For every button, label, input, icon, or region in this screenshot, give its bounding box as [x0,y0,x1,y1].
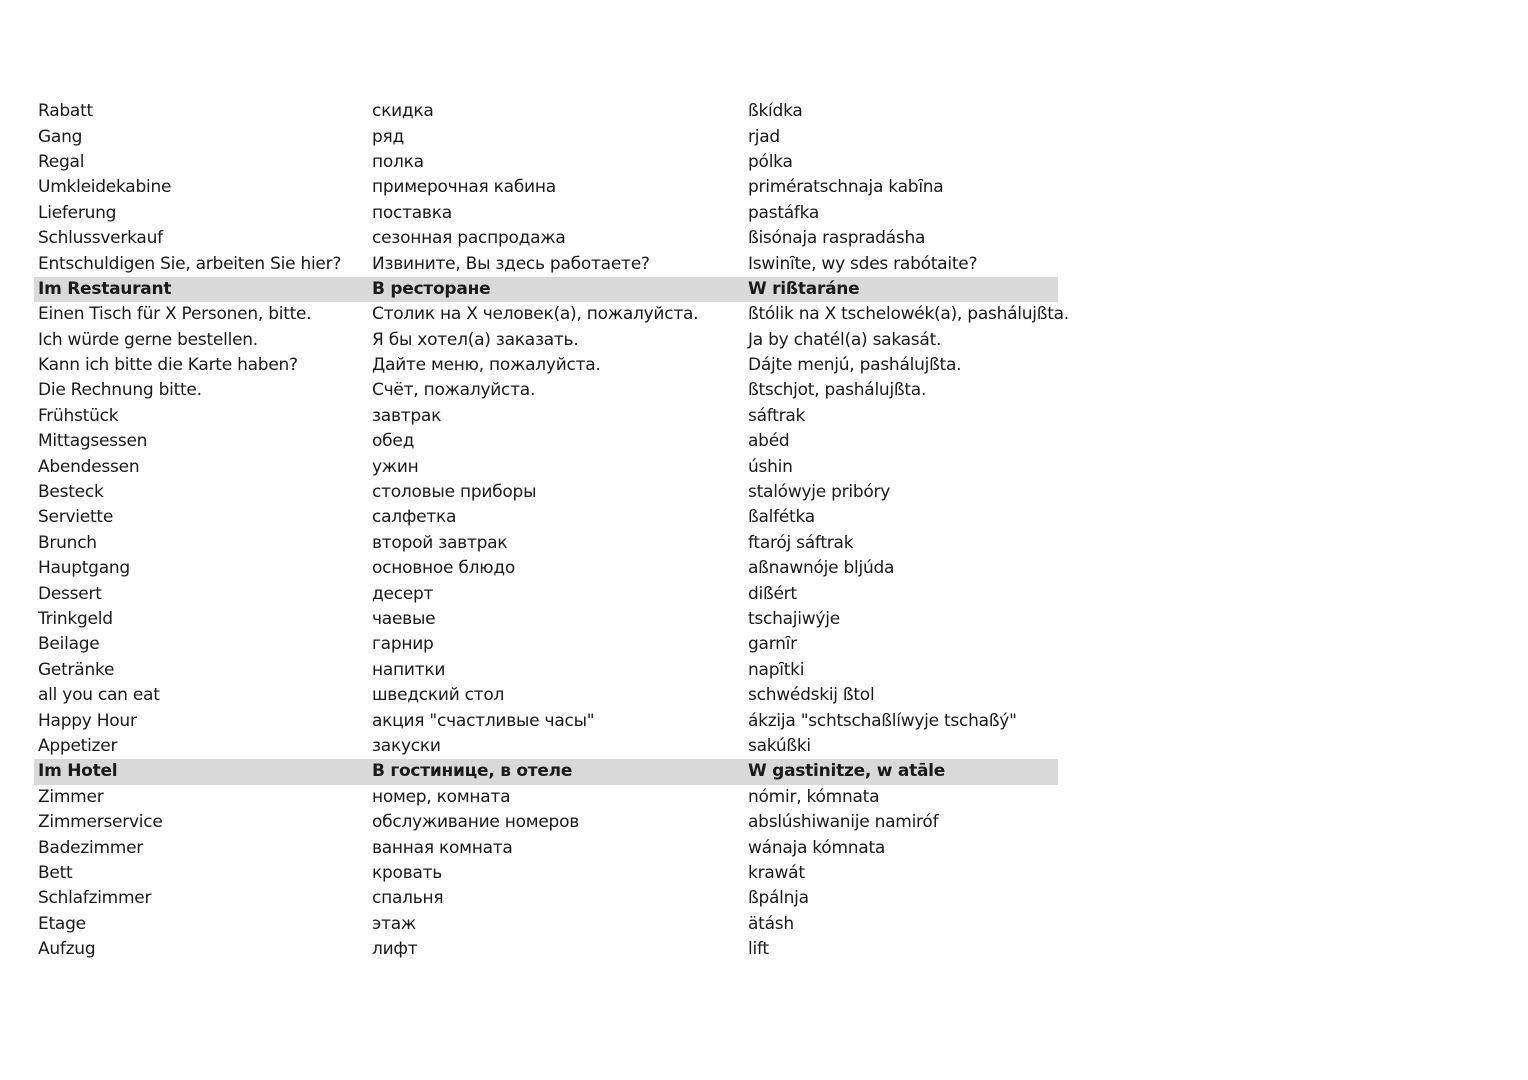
russian-cell: ряд [372,126,405,147]
german-cell: Entschuldigen Sie, arbeiten Sie hier? [38,253,342,274]
transliteration-cell: napȋtki [748,659,805,680]
section-transliteration-cell: W rißtaráne [744,277,1058,302]
vocabulary-table-body [34,99,1069,962]
table-row [34,99,1058,124]
german-cell: Abendessen [38,456,140,477]
russian-cell: ванная комната [372,837,513,858]
russian-cell: кровать [372,862,443,883]
german-cell: Beilage [38,634,100,655]
transliteration-cell: sakúßki [748,735,811,756]
section-russian-cell: В гостинице, в отеле [368,759,744,784]
transliteration-cell: Iswinȋte, wy sdes rabótaite? [748,253,978,274]
russian-cell: примерочная кабина [372,177,556,198]
russian-cell: обед [372,431,415,452]
transliteration-cell: ßtschjot, pashálujßta. [748,380,927,401]
transliteration-cell: ßisónaja raspradásha [748,228,926,249]
section-german-cell: Im Hotel [34,759,368,784]
transliteration-cell: rjad [748,126,780,147]
transliteration-cell: ßkídka [748,101,803,122]
russian-cell: полка [372,151,424,172]
table-row [34,480,1058,505]
russian-cell: закуски [372,735,441,756]
russian-cell: десерт [372,583,434,604]
transliteration-cell: pólka [748,151,793,172]
transliteration-cell: ßpálnja [748,888,809,909]
table-row [34,683,1058,708]
table-row [34,353,1058,378]
russian-cell: спальня [372,888,444,909]
transliteration-cell: abslúshiwanije namiróf [748,812,939,833]
russian-cell: обслуживание номеров [372,812,579,833]
transliteration-cell: stalówyje pribóry [748,482,891,503]
german-cell: Etage [38,913,86,934]
section-german-cell: Im Restaurant [34,277,368,302]
table-row [34,734,1058,759]
russian-cell: акция "счастливые часы" [372,710,595,731]
transliteration-cell: pastáfka [748,202,820,223]
table-row [34,708,1058,733]
transliteration-cell: nómir, kómnata [748,786,880,807]
table-row [34,454,1058,479]
russian-cell: Счёт, пожалуйста. [372,380,536,401]
transliteration-cell: sáftrak [748,405,806,426]
russian-cell: второй завтрак [372,532,508,553]
table-row [34,201,1058,226]
table-row [34,531,1058,556]
transliteration-cell: ßalfétka [748,507,815,528]
german-cell: Zimmerservice [38,812,163,833]
transliteration-cell: tschajiwýje [748,609,840,629]
transliteration-cell: schwédskij ßtol [748,685,875,706]
russian-cell: лифт [372,939,418,960]
transliteration-cell: primératschnaja kabȋna [748,177,944,198]
german-cell: Mittagsessen [38,431,148,452]
vocabulary-table [34,99,1069,962]
russian-cell: столовые приборы [372,482,537,503]
german-cell: Serviette [38,507,114,528]
german-cell: Appetizer [38,735,118,756]
german-cell: Die Rechnung bitte. [38,380,202,401]
table-row [34,175,1058,200]
section-header-row [34,759,1058,784]
german-cell: Aufzug [38,939,96,960]
table-row [34,886,1058,911]
german-cell: Bett [38,862,73,883]
table-row [34,429,1058,454]
table-row [34,404,1058,429]
section-russian-cell: В ресторане [368,277,744,302]
german-cell: Brunch [38,532,97,553]
german-cell: Dessert [38,583,102,604]
german-cell: Happy Hour [38,710,137,731]
table-row [34,607,1058,632]
german-cell: Gang [38,126,83,147]
section-transliteration-cell: W gastinitze, w atāle [744,759,1058,784]
german-cell: Schlafzimmer [38,888,152,909]
russian-cell: этаж [372,913,416,934]
table-row [34,835,1058,860]
russian-cell: завтрак [372,405,442,426]
transliteration-cell: ßtólik na X tschelowék(a), pashálujßta. [748,304,1069,325]
german-cell: Regal [38,151,85,172]
russian-cell: ужин [372,456,419,477]
transliteration-cell: Ja by chatél(a) sakasát. [748,329,942,350]
german-cell: Lieferung [38,202,117,223]
german-cell: Kann ich bitte die Karte haben? [38,355,298,376]
transliteration-cell: wánaja kómnata [748,837,886,858]
russian-cell: напитки [372,659,446,680]
russian-cell: сезонная распродажа [372,228,566,249]
table-row [34,556,1058,581]
german-cell: Ich würde gerne bestellen. [38,329,258,350]
german-cell: Badezimmer [38,837,144,858]
german-cell: Trinkgeld [38,609,113,629]
transliteration-cell: abéd [748,431,790,452]
transliteration-cell: garnȋr [748,634,797,655]
german-cell: all you can eat [38,685,160,706]
russian-cell: шведский стол [372,685,505,706]
table-row [34,810,1058,835]
german-cell: Rabatt [38,101,93,122]
german-cell: Besteck [38,482,104,503]
russian-cell: поставка [372,202,452,223]
transliteration-cell: ftarój sáftrak [748,532,854,553]
table-row [34,785,1058,810]
transliteration-cell: dißért [748,583,797,604]
table-row [34,251,1058,276]
german-cell: Umkleidekabine [38,177,172,198]
table-row [34,658,1058,683]
table-row [34,632,1058,657]
russian-cell: гарнир [372,634,434,655]
table-row [34,328,1058,353]
transliteration-cell: ätásh [748,913,794,934]
russian-cell: Дайте меню, пожалуйста. [372,355,601,376]
german-cell: Getränke [38,659,115,680]
russian-cell: скидка [372,101,434,122]
german-cell: Hauptgang [38,558,130,579]
transliteration-cell: krawát [748,862,805,883]
russian-cell: Столик на X человек(а), пожалуйста. [372,304,699,325]
table-row [34,505,1058,530]
german-cell: Einen Tisch für X Personen, bitte. [38,304,312,325]
russian-cell: Извините, Вы здесь работаете? [372,253,650,274]
russian-cell: чаевые [372,609,436,629]
transliteration-cell: lift [748,939,769,960]
table-row [34,226,1058,251]
table-row [34,581,1058,606]
german-cell: Frühstück [38,405,119,426]
russian-cell: номер, комната [372,786,511,807]
table-row [34,150,1058,175]
table-row [34,378,1058,403]
german-cell: Schlussverkauf [38,228,163,249]
table-row [34,937,1058,962]
russian-cell: Я бы хотел(а) заказать. [372,329,579,350]
section-header-row [34,277,1058,302]
german-cell: Zimmer [38,786,104,807]
table-row [34,912,1058,937]
transliteration-cell: ákzija "schtschaßlíwyje tschaßý" [748,710,1017,731]
russian-cell: салфетка [372,507,457,528]
transliteration-cell: Dájte menjú, pashálujßta. [748,355,962,376]
transliteration-cell: aßnawnóje bljúda [748,558,895,579]
table-row [34,302,1058,327]
transliteration-cell: úshin [748,456,793,477]
table-row [34,861,1058,886]
russian-cell: основное блюдо [372,558,515,579]
table-row [34,124,1058,149]
